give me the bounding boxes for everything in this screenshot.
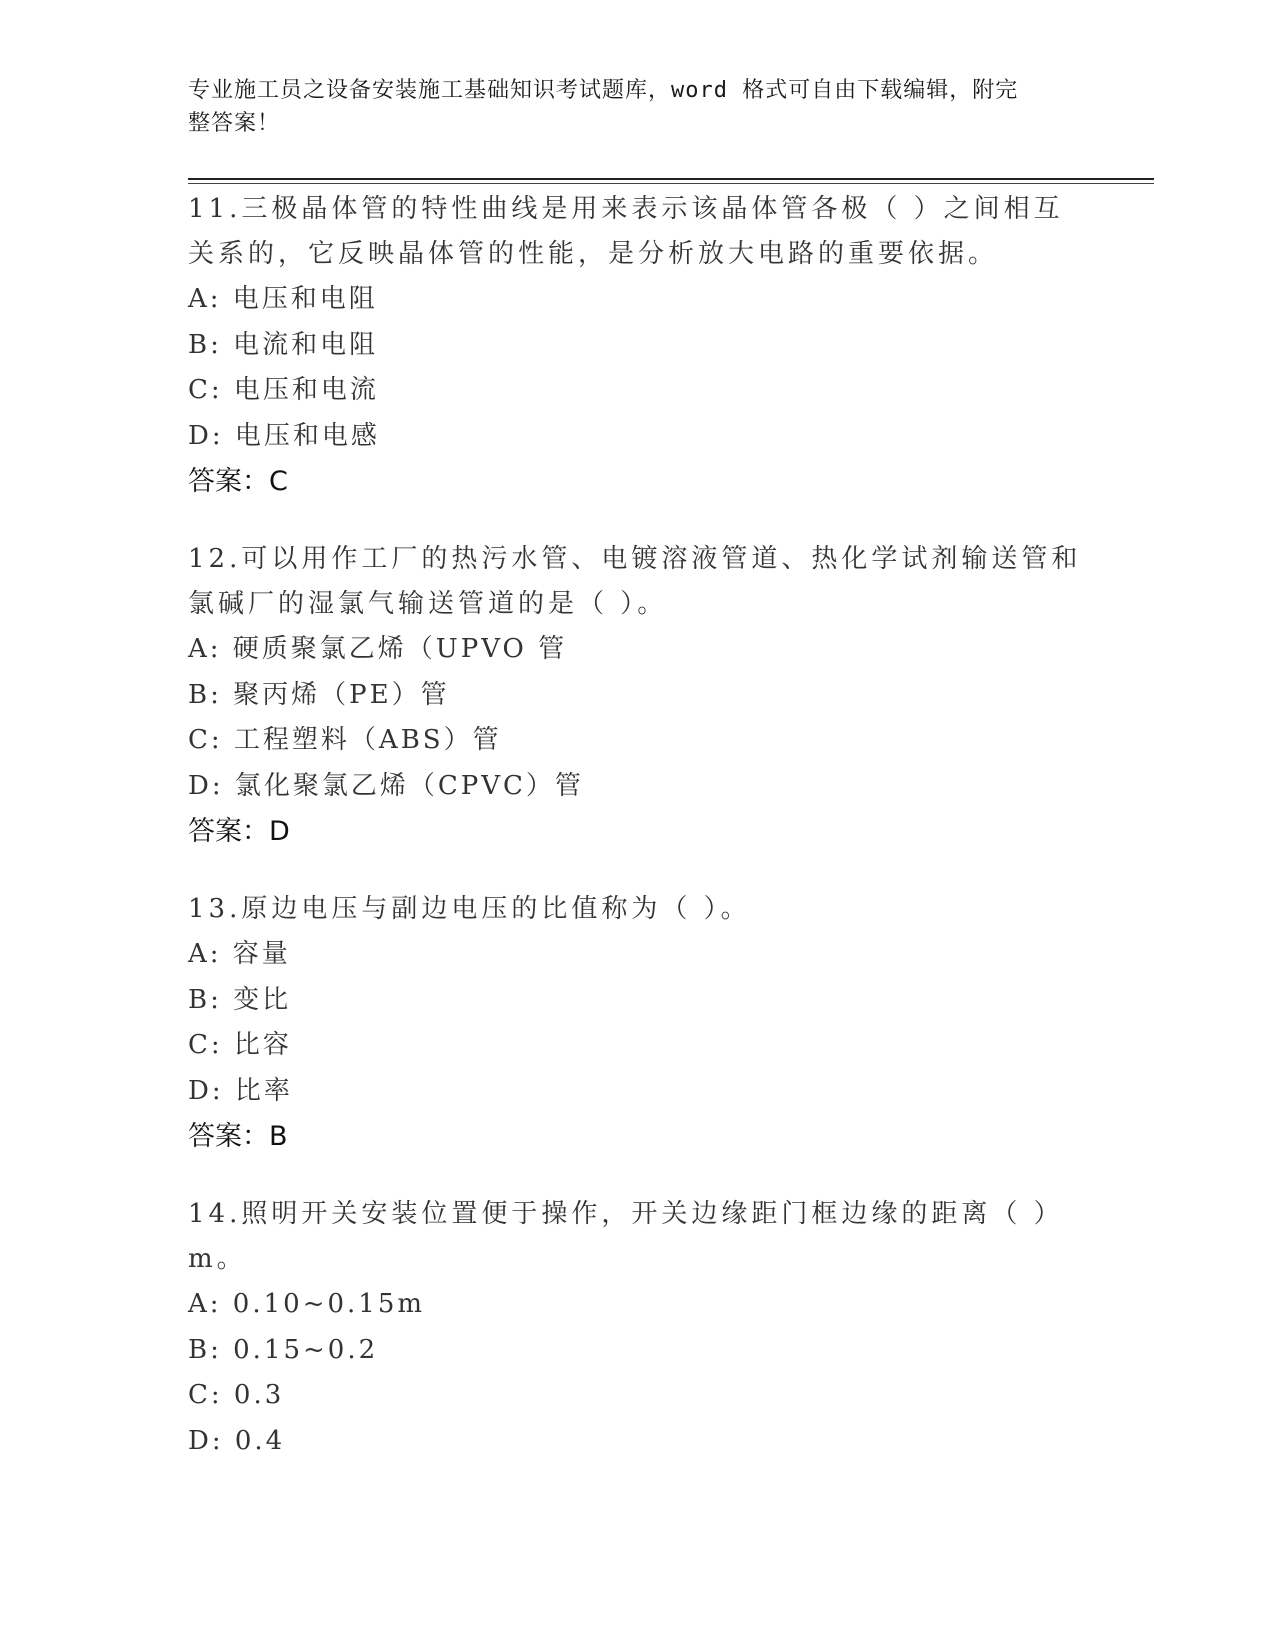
answer-line: 答案：B — [188, 1121, 288, 1152]
option-b: B: 电流和电阻 — [188, 329, 379, 360]
question-13 — [188, 887, 1088, 1160]
option-b: B: 聚丙烯（PE）管 — [188, 679, 450, 710]
option-c: C: 电压和电流 — [188, 375, 379, 405]
header-divider-thin — [188, 183, 1154, 184]
option-a: A: 电压和电阻 — [188, 284, 378, 314]
option-a: A: 容量 — [188, 939, 291, 969]
option-a: A: 0.10~0.15m — [188, 1289, 426, 1319]
question-11 — [188, 187, 1088, 505]
header-divider-thick — [188, 178, 1154, 180]
question-text: 13.原边电压与副边电压的比值称为（ ）。 — [188, 894, 751, 924]
option-c: C: 工程塑料（ABS）管 — [188, 725, 502, 755]
option-d: D: 0.4 — [188, 1425, 286, 1456]
header-line-1: 专业施工员之设备安装施工基础知识考试题库，word 格式可自由下载编辑，附完 — [188, 78, 1019, 103]
option-c: C: 0.3 — [188, 1380, 285, 1410]
answer-line: 答案：D — [188, 816, 290, 847]
option-b: B: 0.15~0.2 — [188, 1334, 379, 1365]
question-14 — [188, 1192, 1088, 1464]
option-a: A: 硬质聚氯乙烯（UPVO 管 — [188, 634, 568, 664]
question-text: 11.三极晶体管的特性曲线是用来表示该晶体管各极（ ）之间相互关系的，它反映晶体管的性能，是分析放大电路的重要依据。 — [188, 194, 1064, 269]
question-12 — [188, 537, 1088, 855]
option-b: B: 变比 — [188, 984, 292, 1015]
option-d: D: 比率 — [188, 1075, 293, 1106]
option-d: D: 电压和电感 — [188, 420, 380, 451]
option-c: C: 比容 — [188, 1030, 292, 1060]
answer-line: 答案：C — [188, 466, 288, 497]
option-d: D: 氯化聚氯乙烯（CPVC）管 — [188, 770, 584, 801]
document-header — [188, 74, 1088, 140]
header-line-2: 整答案！ — [188, 111, 281, 136]
question-text: 14.照明开关安装位置便于操作，开关边缘距门框边缘的距离（ ）m。 — [188, 1199, 1064, 1274]
question-list — [188, 187, 1088, 1496]
question-text: 12.可以用作工厂的热污水管、电镀溶液管道、热化学试剂输送管和氯碱厂的湿氯气输送管道的是（ ）。 — [188, 544, 1082, 619]
